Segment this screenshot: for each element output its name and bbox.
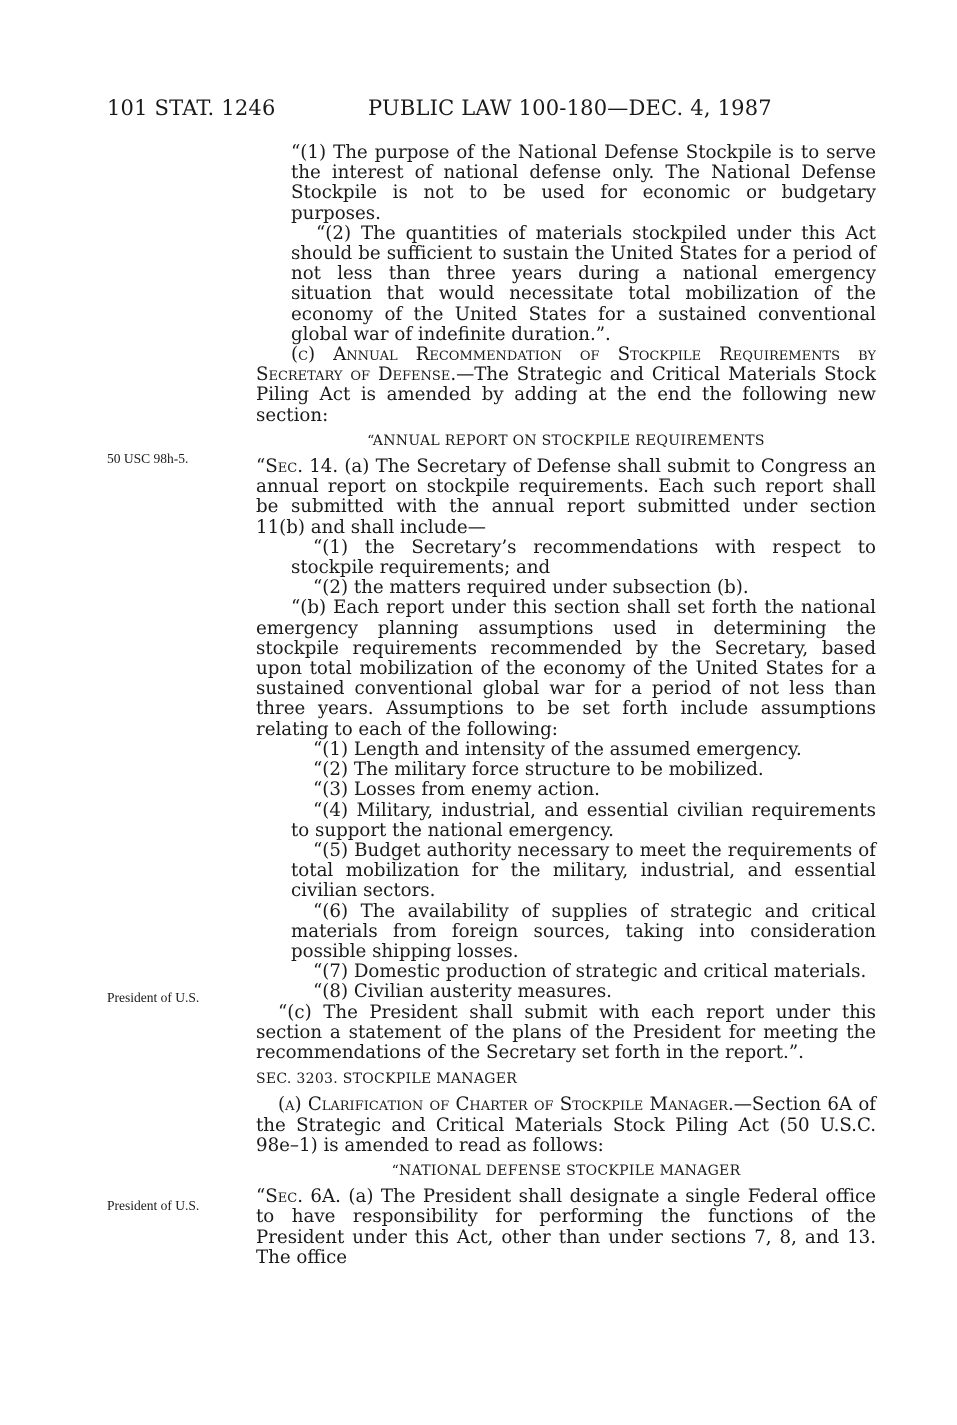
section-14: “Sec. 14. (a) The Secretary of Defense shall submit to Congress an annual report on stockpile requirements. Each such report shall be submitted with the annual report submitted under section 11(b) and shall include— — [256, 456, 876, 538]
assumption-item: “(7) Domestic production of strategic and critical materials. — [313, 961, 867, 983]
paragraph-2: “(2) The quantities of materials stockpiled under this Act should be sufficient to sustain the United States for a period of not less than three years during a national emergency situation that would necessitate total mobilization of the economy of the United States for a sustained conventional global war of indefinite duration.”. — [291, 222, 876, 345]
subsection-c: (c) Annual Recommendation of Stockpile Requirements by Secretary of Defense.—The Strategic and Critical Materials Stock Piling Act is amended by adding at the end the following new section: — [256, 344, 876, 426]
statute-citation: 101 STAT. 1246 — [107, 96, 276, 120]
assumption-item: “(8) Civilian austerity measures. — [313, 981, 612, 1003]
margin-note-usc: 50 USC 98h-5. — [107, 451, 189, 466]
subsection-a-clarification: (a) Clarification of Charter of Stockpile Manager.—Section 6A of the Strategic and Critical Materials Stock Piling Act (50 U.S.C. 98e–1) is amended to read as follows: — [256, 1094, 877, 1156]
section-14-item-2: “(2) the matters required under subsection (b). — [313, 577, 749, 599]
public-law-header: PUBLIC LAW 100-180—DEC. 4, 1987 — [368, 96, 772, 120]
assumption-item: “(2) The military force structure to be mobilized. — [313, 759, 764, 781]
assumption-item: “(4) Military, industrial, and essential civilian requirements to support the national emergency. — [291, 799, 876, 841]
body-text — [256, 143, 876, 1268]
section-3203-heading: SEC. 3203. STOCKPILE MANAGER — [256, 1071, 518, 1088]
assumption-item: “(5) Budget authority necessary to meet the requirements of total mobilization for the military, industrial, and essential civilian sectors. — [291, 839, 876, 902]
subsection-b: “(b) Each report under this section shall set forth the national emergency planning assumptions used in determining the stockpile requirements recommended by the Secretary, based upon total mobilization of the economy of the United States for a sustained conventional global war for a period of not less than three years. Assumptions to be set forth include assumptions relating to each of the following: — [256, 597, 876, 740]
assumption-item: “(6) The availability of supplies of strategic and critical materials from foreign sources, taking into consideration possible shipping losses. — [291, 900, 876, 962]
section-14-item-1: “(1) the Secretary’s recommendations with respect to stockpile requirements; and — [291, 536, 876, 579]
margin-note-president: President of U.S. — [107, 1198, 200, 1213]
paragraph-1: “(1) The purpose of the National Defense Stockpile is to serve the interest of national defense only. The National Defense Stockpile is not to be used for economic or budgetary purposes. — [291, 142, 876, 224]
section-6a: “Sec. 6A. (a) The President shall designate a single Federal office to have responsibility for performing the functions of the President under this Act, other than under sections 7, 8, and 13. The office — [256, 1186, 876, 1268]
margin-note-president: President of U.S. — [107, 990, 200, 1005]
subsection-c-heading: (c) Annual Recommendation of Stockpile Requirements by Secretary of Defense. — [256, 344, 876, 386]
section-heading-annual-report: “ANNUAL REPORT ON STOCKPILE REQUIREMENTS — [367, 432, 765, 449]
assumption-item: “(3) Losses from enemy action. — [313, 779, 600, 801]
assumption-item: “(1) Length and intensity of the assumed emergency. — [313, 738, 802, 760]
subsection-c-president: “(c) The President shall submit with each report under this section a statement of the plans of the President for meeting the recommendations of the Secretary set forth in the report.”. — [256, 1001, 876, 1063]
section-heading-stockpile-manager: “NATIONAL DEFENSE STOCKPILE MANAGER — [391, 1162, 741, 1179]
